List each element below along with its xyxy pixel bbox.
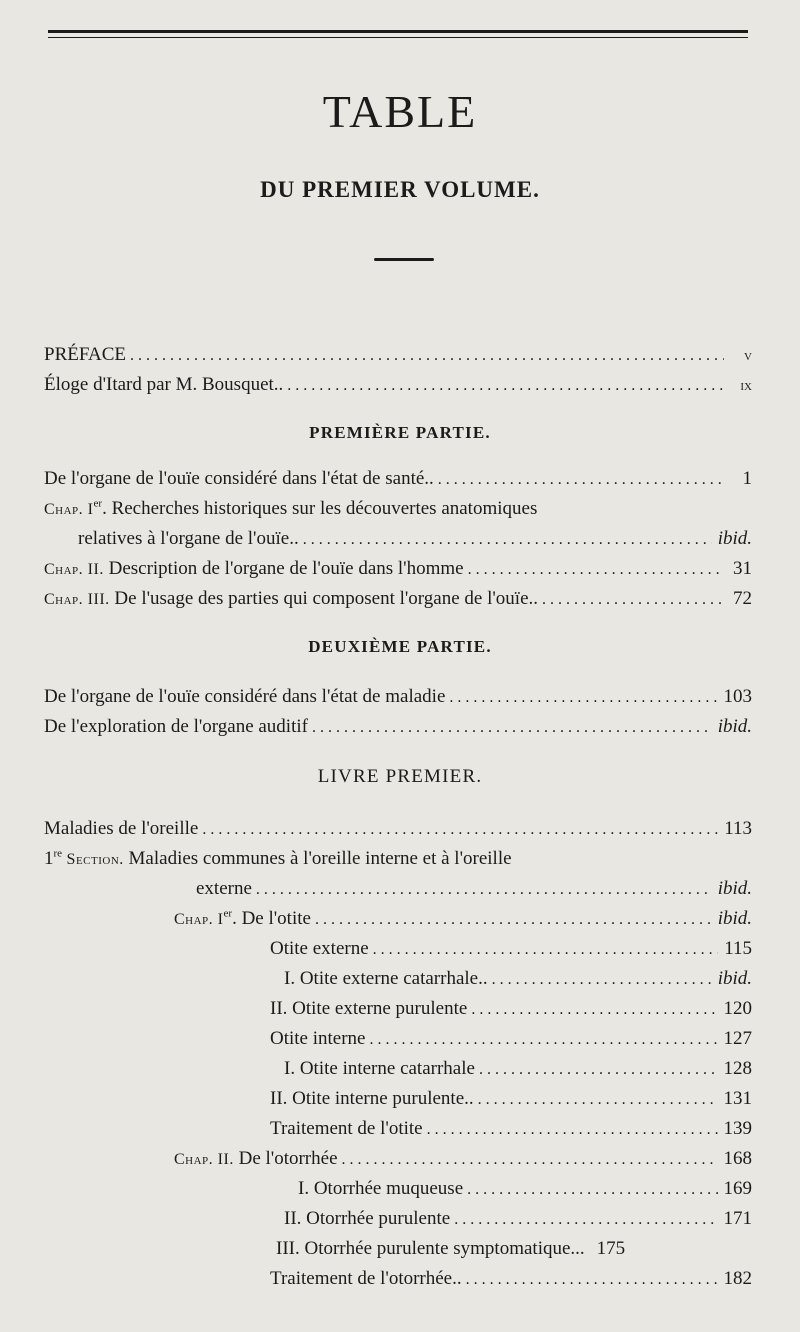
leader-dots (283, 371, 724, 400)
section-number: 1 (44, 848, 54, 869)
toc-page: 31 (733, 558, 752, 579)
leader-dots (463, 1175, 717, 1204)
toc-page: 113 (724, 818, 752, 839)
toc-label: I. Otite interne catarrhale (284, 1058, 475, 1079)
page-subtitle: DU PREMIER VOLUME. (260, 177, 540, 202)
toc-entry-otite-externe (270, 934, 752, 964)
toc-entry-chap2 (44, 554, 752, 584)
page-title: TABLE (322, 86, 478, 137)
toc-entry-otite-chap (174, 904, 752, 934)
toc-label: Éloge d'Itard par M. Bousquet.. (44, 374, 284, 395)
toc-entry-chap1-line1 (44, 494, 537, 524)
toc-label: De l'exploration de l'organe auditif (44, 716, 308, 737)
toc-page: 168 (723, 1148, 752, 1169)
toc-entry-section1-line2 (196, 874, 752, 904)
toc-entry-traitement-otite (270, 1114, 752, 1144)
chapter-prefix: Chap. III. (44, 591, 110, 608)
toc-page: 127 (723, 1028, 752, 1049)
toc-label: II. Otorrhée purulente (284, 1208, 451, 1229)
ornamental-dash (374, 258, 434, 261)
leader-dots (198, 815, 718, 844)
toc-label: De l'organe de l'ouïe considéré dans l'état de maladie (44, 686, 446, 707)
heading-part-one: PREMIÈRE PARTIE. (309, 423, 491, 442)
toc-label: II. Otite externe purulente (270, 998, 468, 1019)
leader-dots (475, 1055, 718, 1084)
toc-label: Maladies communes à l'oreille interne et à l'oreille (123, 848, 512, 869)
leader-dots (488, 965, 712, 994)
leader-dots (369, 935, 719, 964)
toc-page: ix (740, 377, 752, 394)
leader-dots (467, 995, 717, 1024)
toc-entry-eloge (44, 370, 752, 400)
toc-entry-otorrhee-pur (284, 1204, 752, 1234)
heading-book-one: LIVRE PREMIER. (317, 766, 483, 787)
toc-entry-otite-ext-cat (284, 964, 752, 994)
chapter-prefix: Chap. II. (174, 1151, 234, 1168)
toc-entry-otite-ext-pur (270, 994, 752, 1024)
toc-label: II. Otite interne purulente.. (270, 1088, 474, 1109)
toc-entry-otite-int-cat (284, 1054, 752, 1084)
leader-dots (474, 1085, 718, 1114)
chapter-sup: er (223, 907, 233, 920)
heading-part-two: DEUXIÈME PARTIE. (308, 637, 492, 656)
toc-page: v (744, 347, 752, 364)
chapter-prefix: Chap. I (174, 911, 224, 928)
toc-page: 139 (723, 1118, 752, 1139)
leader-dots (434, 465, 724, 494)
toc-label: externe (196, 878, 252, 899)
toc-page: ibid. (717, 878, 752, 899)
toc-page: 115 (724, 938, 752, 959)
toc-entry-preface (44, 340, 752, 370)
toc-page: 171 (723, 1208, 752, 1229)
leader-dots (462, 1265, 718, 1294)
toc-entry-organe-maladie (44, 682, 752, 712)
toc-entry-maladies-oreille (44, 814, 752, 844)
toc-page: ibid. (717, 908, 752, 929)
toc-page: ibid. (717, 968, 752, 989)
toc-page: 131 (723, 1088, 752, 1109)
toc-entry-otite-int-pur (270, 1084, 752, 1114)
toc-page: 128 (723, 1058, 752, 1079)
toc-label: Otite externe (270, 938, 369, 959)
toc-label: Traitement de l'otorrhée.. (270, 1268, 462, 1289)
toc-label: De l'organe de l'ouïe considéré dans l'état de santé.. (44, 468, 434, 489)
toc-label: Description de l'organe de l'ouïe dans l'homme (103, 558, 464, 579)
chapter-sup: er (93, 497, 103, 510)
toc-label: relatives à l'organe de l'ouïe.. (78, 528, 299, 549)
toc-entry-section1-line1 (44, 844, 512, 874)
toc-page: 169 (723, 1178, 752, 1199)
chapter-prefix: Chap. I (44, 501, 94, 518)
toc-entry-otorrhee-sympt (276, 1234, 752, 1264)
leader-dots (338, 1145, 718, 1174)
leader-dots (311, 905, 712, 934)
toc-page: ibid. (717, 528, 752, 549)
leader-dots (423, 1115, 718, 1144)
toc-label: PRÉFACE (44, 344, 127, 365)
leader-dots (464, 555, 724, 584)
leader-dots (252, 875, 712, 904)
toc-label: I. Otite externe catarrhale.. (284, 968, 488, 989)
top-double-rule (48, 30, 748, 38)
toc-label: De l'otorrhée (233, 1148, 338, 1169)
toc-page: 1 (742, 468, 752, 489)
toc-label: III. Otorrhée purulente symptomatique... (276, 1238, 585, 1259)
leader-dots (308, 713, 712, 742)
toc-entry-chap1-line2 (78, 524, 752, 554)
toc-page: 175 (596, 1238, 626, 1259)
toc-label: Otite interne (270, 1028, 366, 1049)
toc-label: De l'usage des parties qui composent l'organe de l'ouïe.. (109, 588, 539, 609)
leader-dots (299, 525, 712, 554)
toc-entry-otorrhee-muq (298, 1174, 752, 1204)
toc-page: 182 (723, 1268, 752, 1289)
leader-dots (538, 585, 724, 614)
section-sup: re (53, 847, 63, 860)
toc-entry-exploration (44, 712, 752, 742)
chapter-prefix: Chap. II. (44, 561, 104, 578)
toc-label: Maladies de l'oreille (44, 818, 199, 839)
toc-page: 103 (723, 686, 752, 707)
toc-entry-chap3 (44, 584, 752, 614)
toc-label: Traitement de l'otite (270, 1118, 423, 1139)
toc-page: 72 (733, 588, 752, 609)
toc-page: ibid. (717, 716, 752, 737)
toc-entry-otite-interne (270, 1024, 752, 1054)
toc-label: . Recherches historiques sur les découvertes anatomiques (102, 498, 538, 519)
leader-dots (126, 341, 724, 370)
toc-entry-otorrhee-chap (174, 1144, 752, 1174)
section-prefix: Section. (62, 851, 124, 868)
leader-dots (445, 683, 717, 712)
toc-page: 120 (723, 998, 752, 1019)
toc-entry-traitement-otorrhee (270, 1264, 752, 1294)
toc-label: . De l'otite (232, 908, 311, 929)
leader-dots (450, 1205, 717, 1234)
toc-entry-organe-sante (44, 464, 752, 494)
toc-label: I. Otorrhée muqueuse (298, 1178, 464, 1199)
leader-dots (366, 1025, 718, 1054)
